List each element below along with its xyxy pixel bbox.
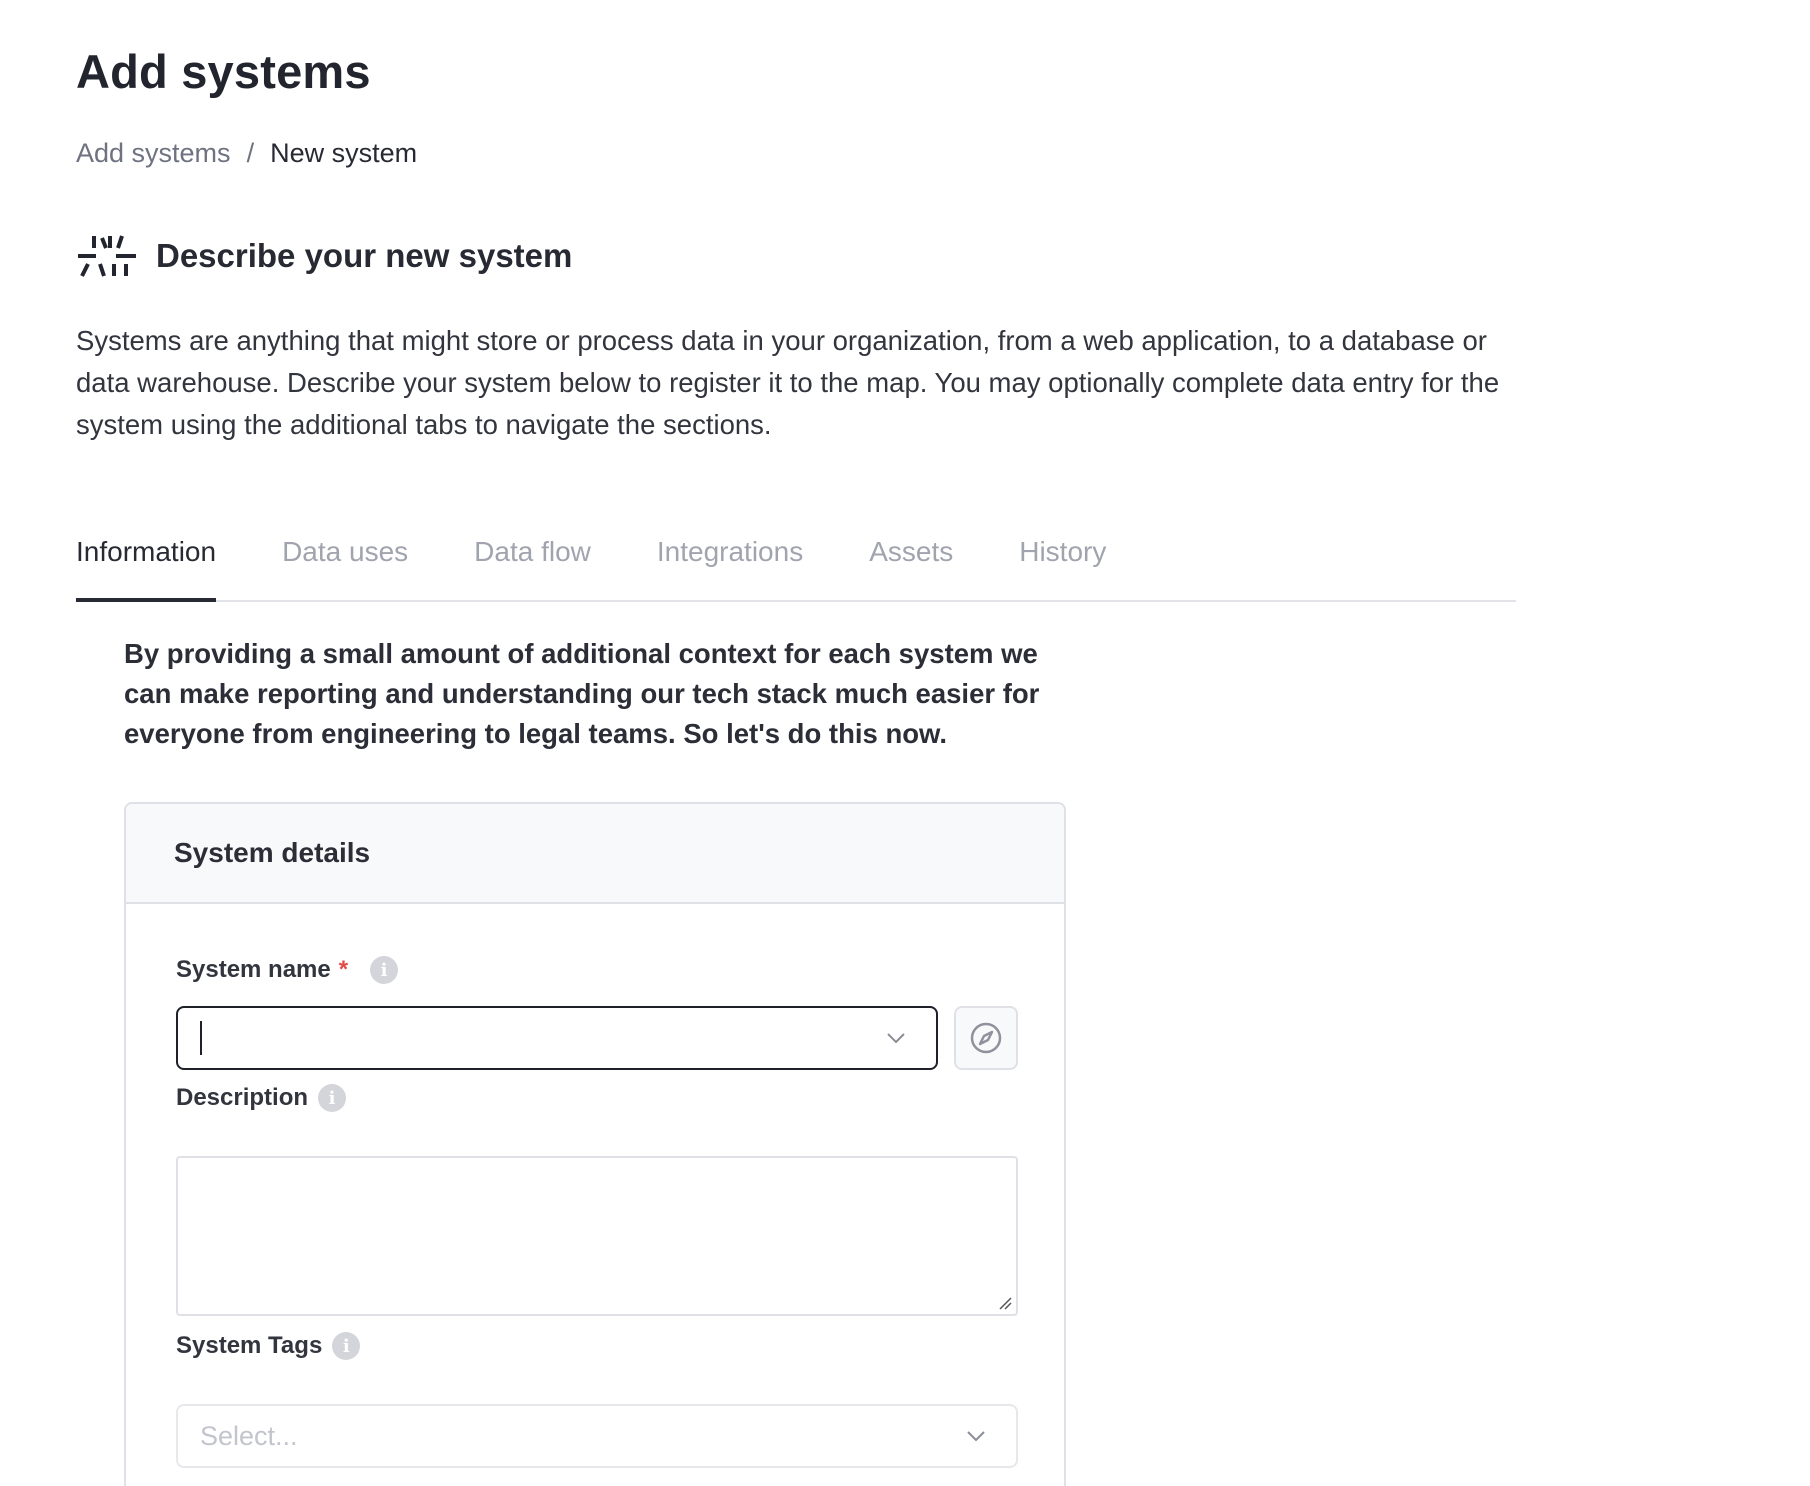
tab-history[interactable]: History <box>1019 536 1107 567</box>
chevron-down-icon[interactable] <box>964 1424 988 1448</box>
context-text: By providing a small amount of additional context for each system we can make reporting and understanding our tech stack much easier for everyone from engineering to legal teams. So let's do this now. <box>124 638 1040 749</box>
text-cursor <box>200 1021 202 1055</box>
system-name-input[interactable] <box>176 1006 938 1070</box>
system-tags-label <box>176 1332 360 1360</box>
section-title: Describe your new system <box>156 237 573 274</box>
tab-information[interactable]: Information <box>76 536 216 600</box>
breadcrumb-separator: / <box>246 138 255 168</box>
tab-bar <box>76 536 1516 602</box>
card-header <box>126 804 1064 904</box>
system-name-label-text: System name <box>176 956 331 983</box>
system-tags-select[interactable] <box>176 1404 1018 1468</box>
compass-icon <box>969 1021 1003 1055</box>
description-label <box>176 1084 346 1112</box>
tab-assets[interactable]: Assets <box>869 536 954 567</box>
fides-logo-icon <box>76 234 138 278</box>
system-tags-placeholder: Select... <box>200 1420 298 1451</box>
page-title: Add systems <box>76 45 371 98</box>
description-textarea[interactable] <box>176 1156 1018 1316</box>
info-icon[interactable]: i <box>370 956 398 984</box>
resize-handle-icon[interactable] <box>996 1294 1012 1310</box>
chevron-down-icon[interactable] <box>884 1026 908 1050</box>
info-icon[interactable]: i <box>332 1332 360 1360</box>
breadcrumb <box>76 138 417 169</box>
required-marker: * <box>338 956 349 983</box>
intro-text: Systems are anything that might store or process data in your organization, from a web application, to a database or data warehouse. Describe your system below to register it to the map. You may optionally complete data entry for the system using the additional tabs to navigate the sections. <box>76 325 1500 440</box>
description-label-text: Description <box>176 1084 309 1111</box>
tab-data-flow[interactable]: Data flow <box>474 536 591 567</box>
tab-integrations[interactable]: Integrations <box>656 536 804 567</box>
breadcrumb-link-add-systems[interactable]: Add systems <box>76 138 231 168</box>
breadcrumb-current: New system <box>270 138 418 168</box>
system-name-label <box>176 956 398 984</box>
card-title: System details <box>174 837 371 868</box>
tab-data-uses[interactable]: Data uses <box>282 536 409 567</box>
compass-button[interactable] <box>954 1006 1018 1070</box>
section-header <box>76 234 572 278</box>
info-icon[interactable]: i <box>318 1084 346 1112</box>
system-tags-label-text: System Tags <box>176 1332 323 1359</box>
system-details-card <box>124 802 1066 1486</box>
